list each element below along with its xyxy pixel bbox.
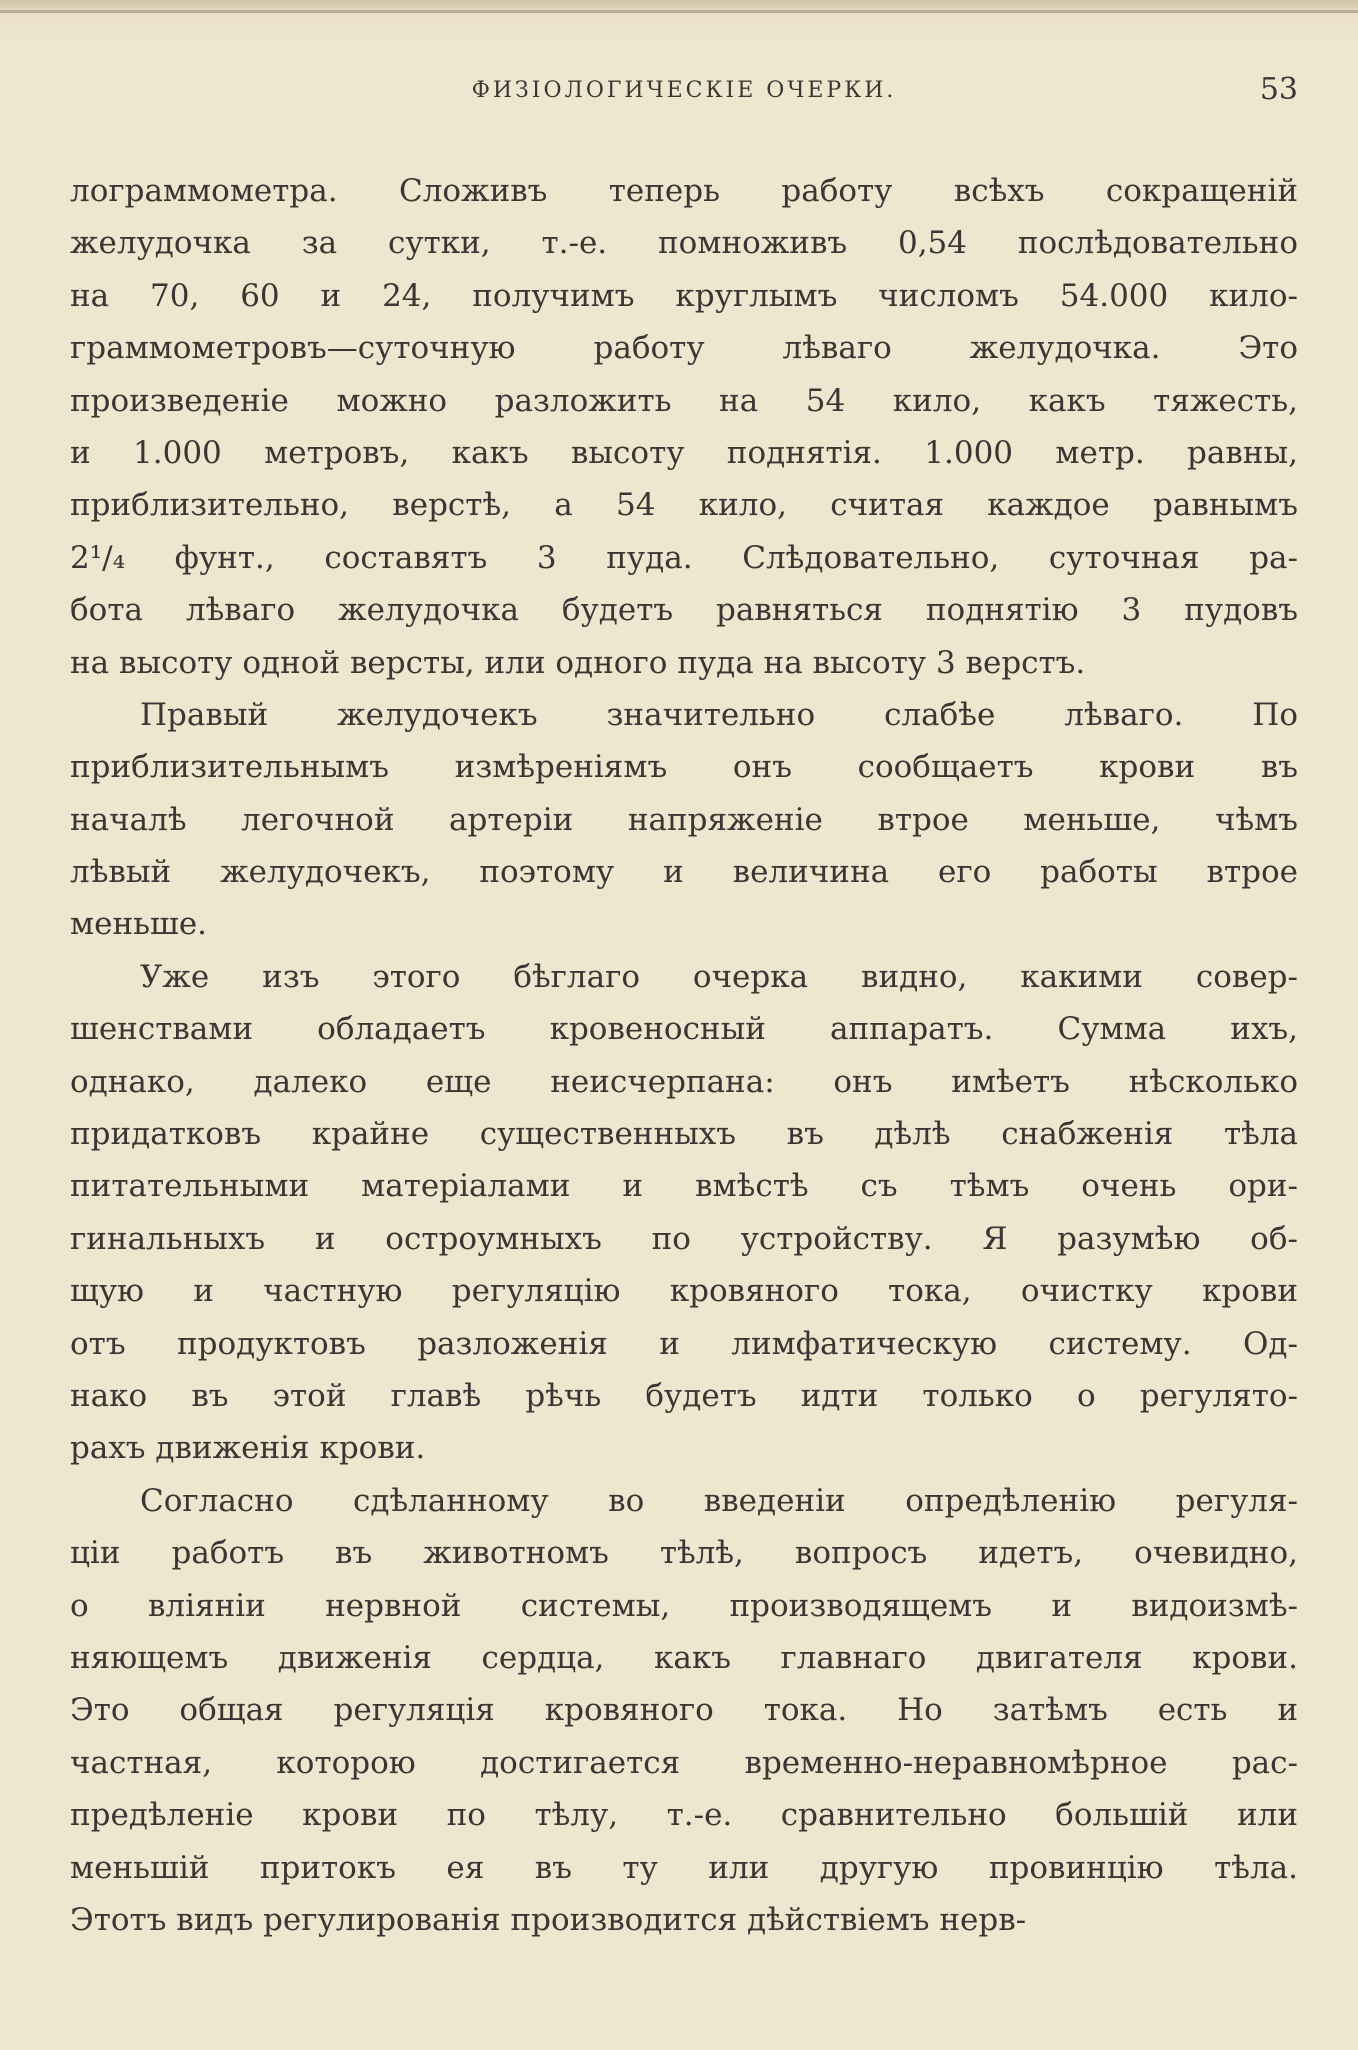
text-line: меньше. xyxy=(70,906,208,943)
text-line: лѣвый желудочекъ, поэтому и величина его работы втрое xyxy=(70,854,1298,891)
text-line: желудочка за сутки, т.-е. помноживъ 0,54 послѣдовательно xyxy=(70,225,1298,262)
text-line: однако, далеко еще неисчерпана: онъ имѣетъ нѣсколько xyxy=(70,1063,1298,1100)
paragraph xyxy=(70,689,1298,951)
text-line: лограммометра. Сложивъ теперь работу всѣхъ сокращеній xyxy=(70,173,1298,209)
text-line: произведеніе можно разложить на 54 кило, какъ тяжесть, xyxy=(70,382,1298,419)
text-line: Это общая регуляція кровяного тока. Но затѣмъ есть и xyxy=(70,1692,1298,1729)
text-line: началѣ легочной артеріи напряженіе втрое меньше, чѣмъ xyxy=(70,801,1298,838)
text-line: отъ продуктовъ разложенія и лимфатическую систему. Од- xyxy=(70,1325,1298,1362)
text-line: придатковъ крайне существенныхъ въ дѣлѣ снабженія тѣла xyxy=(70,1116,1298,1153)
text-line: о вліяніи нервной системы, производящемъ и видоизмѣ- xyxy=(70,1587,1298,1624)
paragraph xyxy=(70,1475,1298,1947)
text-line: меньшій притокъ ея въ ту или другую провинцію тѣла. xyxy=(70,1849,1298,1886)
text-line: и 1.000 метровъ, какъ высоту поднятія. 1.000 метр. равны, xyxy=(70,434,1298,471)
text-line: 2¹/₄ фунт., составятъ 3 пуда. Слѣдовательно, суточная ра- xyxy=(70,539,1298,576)
body-text xyxy=(70,165,1298,1946)
text-line: на 70, 60 и 24, получимъ круглымъ числомъ 54.000 кило- xyxy=(70,277,1298,314)
page-top-edge xyxy=(0,10,1358,13)
text-line: предѣленіе крови по тѣлу, т.-е. сравнительно большій или xyxy=(70,1797,1298,1834)
text-line: шенствами обладаетъ кровеносный аппаратъ. Сумма ихъ, xyxy=(70,1011,1298,1048)
text-line: щую и частную регуляцію кровяного тока, очистку крови xyxy=(70,1273,1298,1310)
page-header xyxy=(70,72,1298,112)
text-line: приблизительно, верстѣ, а 54 кило, считая каждое равнымъ xyxy=(70,487,1298,524)
text-line: нако въ этой главѣ рѣчь будетъ идти только о регулято- xyxy=(70,1377,1298,1414)
text-line: Уже изъ этого бѣглаго очерка видно, какими совер- xyxy=(140,958,1298,995)
text-line: гинальныхъ и остроумныхъ по устройству. Я разумѣю об- xyxy=(70,1220,1298,1257)
paragraph xyxy=(70,165,1298,689)
text-line: приблизительнымъ измѣреніямъ онъ сообщаетъ крови въ xyxy=(70,749,1298,786)
text-line: бота лѣваго желудочка будетъ равняться поднятію 3 пудовъ xyxy=(70,592,1298,629)
text-line: граммометровъ—суточную работу лѣваго желудочка. Это xyxy=(70,330,1298,367)
text-line: Правый желудочекъ значительно слабѣе лѣваго. По xyxy=(140,696,1298,733)
text-line: ціи работъ въ животномъ тѣлѣ, вопросъ идетъ, очевидно, xyxy=(70,1535,1298,1572)
text-line: питательными матеріалами и вмѣстѣ съ тѣмъ очень ори- xyxy=(70,1168,1298,1205)
text-line: няющемъ движенія сердца, какъ главнаго двигателя крови. xyxy=(70,1639,1298,1676)
text-line: Этотъ видъ регулированія производится дѣйствіемъ нерв- xyxy=(70,1901,1027,1938)
page-number: 53 xyxy=(1259,72,1298,107)
paragraph xyxy=(70,951,1298,1475)
running-head: ФИЗІОЛОГИЧЕСКІЕ ОЧЕРКИ. xyxy=(471,78,897,103)
text-line: на высоту одной версты, или одного пуда на высоту 3 верстъ. xyxy=(70,644,1086,681)
text-line: рахъ движенія крови. xyxy=(70,1430,426,1467)
text-line: Согласно сдѣланному во введеніи опредѣленію регуля- xyxy=(140,1482,1298,1519)
text-line: частная, которою достигается временно-неравномѣрное рас- xyxy=(70,1744,1298,1781)
